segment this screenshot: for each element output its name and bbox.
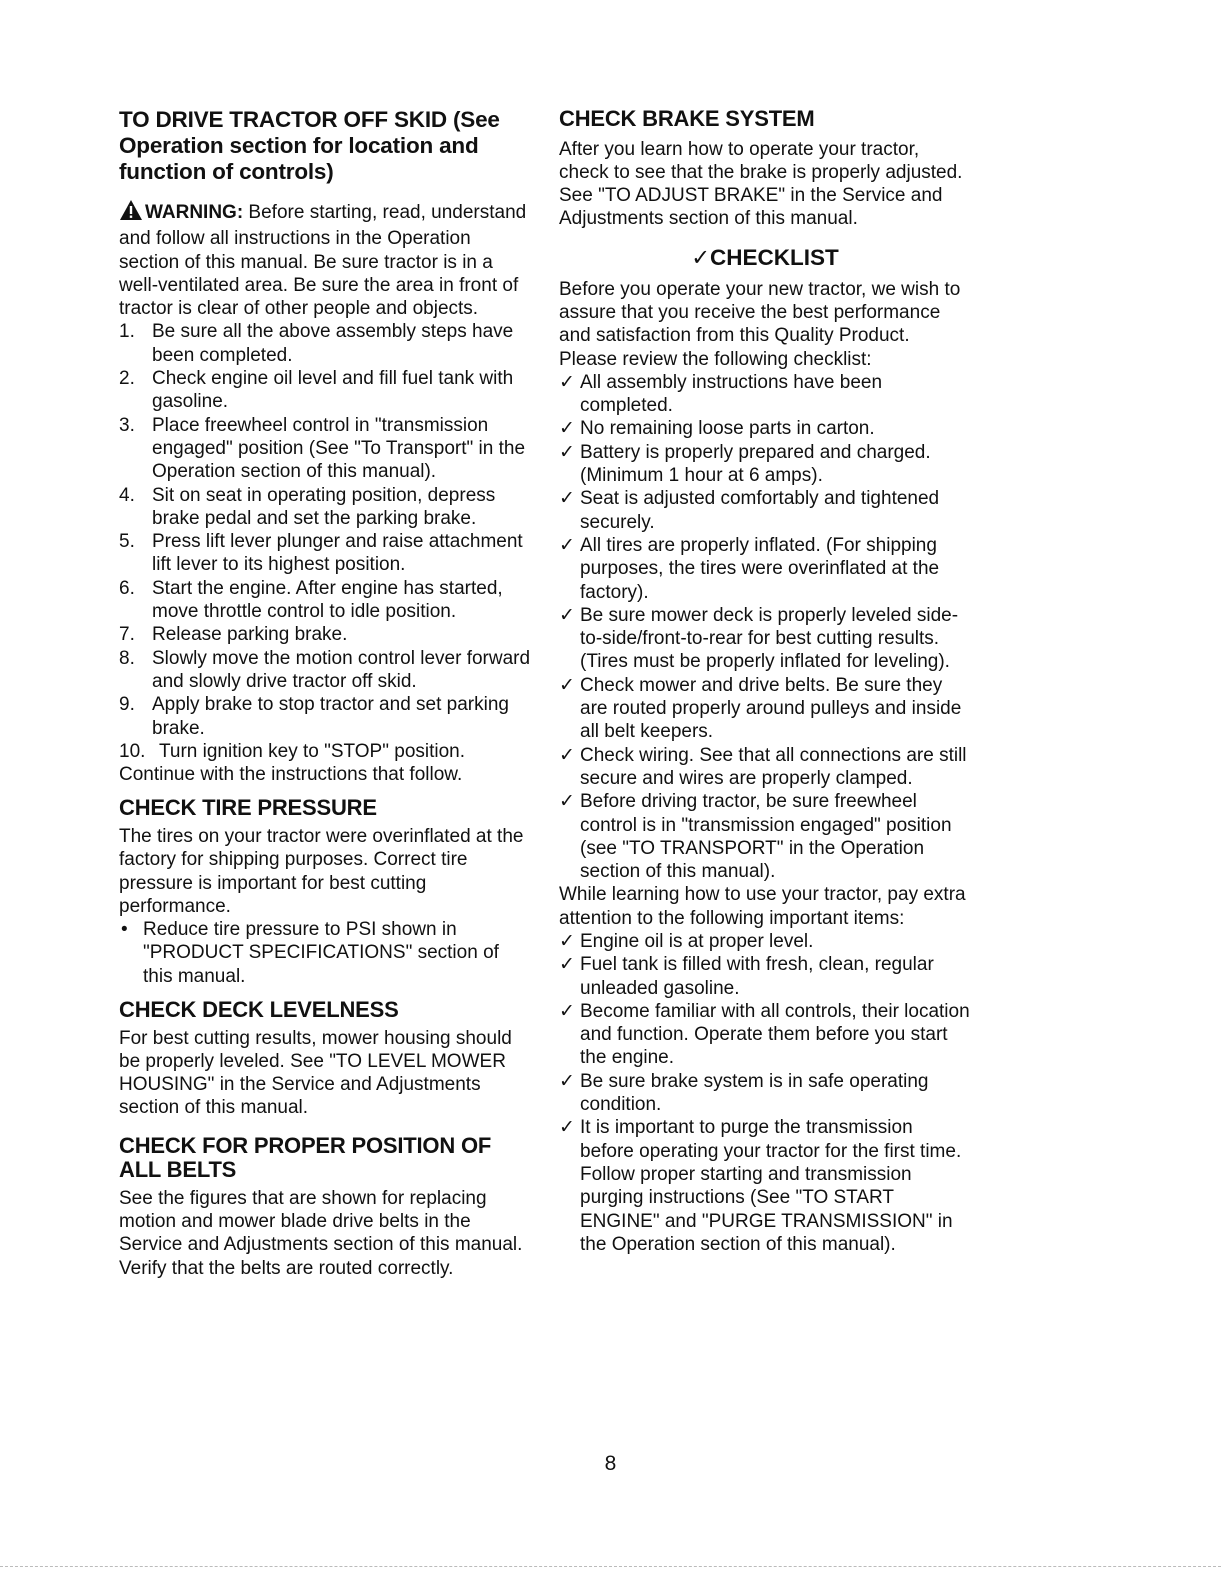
check-mark-icon: ✓: [559, 418, 575, 440]
checklist-text: Be sure mower deck is properly leveled side-to-side/front-to-rear for best cutting results. (Tires must be properly inflated for leveling).: [580, 604, 959, 673]
check-mark-icon: ✓: [559, 488, 575, 510]
checklist-intro: Before you operate your new tractor, we wish to assure that you receive the best performance and satisfaction from this Quality Product.: [559, 278, 961, 347]
list-item: [559, 534, 971, 604]
list-item: [559, 1070, 971, 1117]
continue-text: Continue with the instructions that follow.: [119, 764, 463, 786]
step-number: 7.: [119, 624, 135, 646]
step-number: 1.: [119, 321, 135, 343]
list-item: [119, 484, 531, 531]
check-mark-icon: ✓: [559, 931, 575, 952]
check-mark-icon: ✓: [559, 441, 575, 463]
check-mark-icon: ✓: [559, 744, 575, 766]
list-item: [559, 441, 971, 488]
learning-text: Engine oil is at proper level.: [580, 931, 814, 952]
step-number: 10.: [119, 740, 146, 762]
learning-text: Be sure brake system is in safe operating condition.: [580, 1070, 929, 1116]
check-mark-icon: ✓: [559, 534, 575, 556]
checklist-review: Please review the following checklist:: [559, 348, 872, 370]
step-text: Turn ignition key to "STOP" position.: [159, 740, 466, 762]
list-item: [559, 1000, 971, 1070]
checklist-text: All tires are properly inflated. (For shipping purposes, the tires were overinflated at the factory).: [580, 534, 940, 603]
checklist-title: ✓CHECKLIST: [691, 244, 839, 270]
drive-steps-list: [119, 320, 531, 763]
step-number: 3.: [119, 414, 135, 436]
heading-check-tire-pressure: CHECK TIRE PRESSURE: [119, 795, 377, 821]
list-item: [119, 530, 531, 577]
list-item: [559, 487, 971, 534]
checklist-text: Check mower and drive belts. Be sure they are routed properly around pulleys and inside all belt keepers.: [580, 674, 962, 743]
check-mark-icon: ✓: [559, 674, 575, 696]
list-item: [559, 604, 971, 674]
step-text: Press lift lever plunger and raise attachment lift lever to its highest position.: [152, 531, 523, 576]
list-item: [119, 414, 531, 484]
warning-text: Before starting, read, understand and follow all instructions in the Operation section of this manual. Be sure tractor is in a well-ventilated area. Be sure the area in front of tractor is clear of other people and objects.: [119, 202, 527, 320]
step-number: 5.: [119, 531, 135, 553]
tire-paragraph: The tires on your tractor were overinflated at the factory for shipping purposes. Correct tire pressure is important for best cutting performance.: [119, 825, 524, 917]
step-text: Check engine oil level and fill fuel tank with gasoline.: [152, 368, 514, 413]
learning-text: Fuel tank is filled with fresh, clean, regular unleaded gasoline.: [580, 954, 934, 999]
warning-label: WARNING:: [145, 202, 244, 223]
footer-divider: [0, 1566, 1221, 1567]
step-number: 6.: [119, 577, 135, 599]
step-text: Slowly move the motion control lever forward and slowly drive tractor off skid.: [152, 647, 531, 692]
list-item: [119, 740, 531, 763]
heading-check-belts: CHECK FOR PROPER POSITION OF ALL BELTS: [119, 1132, 492, 1183]
deck-paragraph: For best cutting results, mower housing should be properly leveled. See "TO LEVEL MOWER HOUSING" in the Service and Adjustments section of this manual.: [119, 1027, 512, 1119]
step-text: Place freewheel control in "transmission engaged" position (See "To Transport" in the Operation section of this manual).: [152, 414, 526, 483]
check-mark-icon: ✓: [559, 1000, 575, 1022]
list-item: [559, 744, 971, 791]
learning-items: [559, 930, 971, 1256]
step-text: Release parking brake.: [152, 624, 348, 646]
list-item: [559, 371, 971, 418]
list-item: [559, 790, 971, 883]
brake-paragraph: After you learn how to operate your tractor, check to see that the brake is properly adjusted. See "TO ADJUST BRAKE" in the Service and Adjustments section of this manual.: [559, 138, 963, 230]
step-number: 9.: [119, 694, 135, 716]
warning-triangle-icon: [119, 199, 143, 227]
left-column: [119, 107, 531, 1280]
checklist-text: All assembly instructions have been completed.: [580, 371, 883, 417]
tire-bullet-text: Reduce tire pressure to PSI shown in "PRODUCT SPECIFICATIONS" section of this manual.: [143, 919, 499, 987]
list-item: [119, 320, 531, 367]
checklist-text: Check wiring. See that all connections are still secure and wires are properly clamped.: [580, 744, 967, 789]
step-number: 2.: [119, 368, 135, 390]
check-mark-icon: ✓: [559, 1117, 575, 1139]
bullet-icon: •: [121, 919, 128, 941]
list-item: [559, 674, 971, 744]
step-number: 4.: [119, 484, 135, 506]
step-number: 8.: [119, 647, 135, 669]
checklist-text: No remaining loose parts in carton.: [580, 418, 875, 440]
right-column: [559, 107, 971, 1256]
checklist-text: Seat is adjusted comfortably and tightened securely.: [580, 488, 940, 533]
list-item: [559, 953, 971, 1000]
heading-check-deck-levelness: CHECK DECK LEVELNESS: [119, 997, 399, 1022]
list-item: [119, 623, 531, 646]
heading-drive-off-skid: TO DRIVE TRACTOR OFF SKID (See Operation section for location and function of controls): [119, 107, 500, 184]
learning-text: Become familiar with all controls, their location and function. Operate them before you start the engine.: [580, 1000, 970, 1069]
learning-paragraph: While learning how to use your tractor, pay extra attention to the following important items:: [559, 884, 966, 929]
list-item: [119, 577, 531, 624]
step-text: Sit on seat in operating position, depress brake pedal and set the parking brake.: [152, 484, 496, 529]
belts-paragraph: See the figures that are shown for replacing motion and mower blade drive belts in the Service and Adjustments section of this manual. Verify that the belts are routed correctly.: [119, 1187, 523, 1279]
check-mark-icon: ✓: [559, 791, 575, 813]
warning-paragraph: [119, 199, 531, 320]
checklist-text: Battery is properly prepared and charged. (Minimum 1 hour at 6 amps).: [580, 441, 931, 487]
check-mark-icon: ✓: [559, 954, 575, 976]
list-item: [119, 647, 531, 694]
list-item: [559, 1116, 971, 1256]
step-text: Apply brake to stop tractor and set parking brake.: [152, 694, 509, 739]
heading-check-brake-system: CHECK BRAKE SYSTEM: [559, 106, 815, 131]
list-item: [119, 367, 531, 414]
list-item: [559, 417, 971, 440]
checklist-items: [559, 371, 971, 884]
learning-text: It is important to purge the transmission before operating your tractor for the first time. Follow proper starting and transmission purging instructions (See "TO START ENGINE" and "PURGE TRANSMISSION" in the Operation section of this manual).: [580, 1117, 962, 1255]
list-item: [119, 918, 531, 988]
step-text: Be sure all the above assembly steps have been completed.: [152, 321, 514, 366]
checklist-text: Before driving tractor, be sure freewheel control is in "transmission engaged" position (see "TO TRANSPORT" in the Operation section of this manual).: [580, 791, 952, 883]
check-mark-icon: ✓: [559, 604, 575, 626]
page-number: 8: [604, 1452, 617, 1475]
step-text: Start the engine. After engine has started, move throttle control to idle position.: [152, 577, 503, 623]
list-item: [559, 930, 971, 953]
list-item: [119, 693, 531, 740]
check-mark-icon: ✓: [559, 1070, 575, 1092]
check-mark-icon: ✓: [559, 371, 575, 393]
